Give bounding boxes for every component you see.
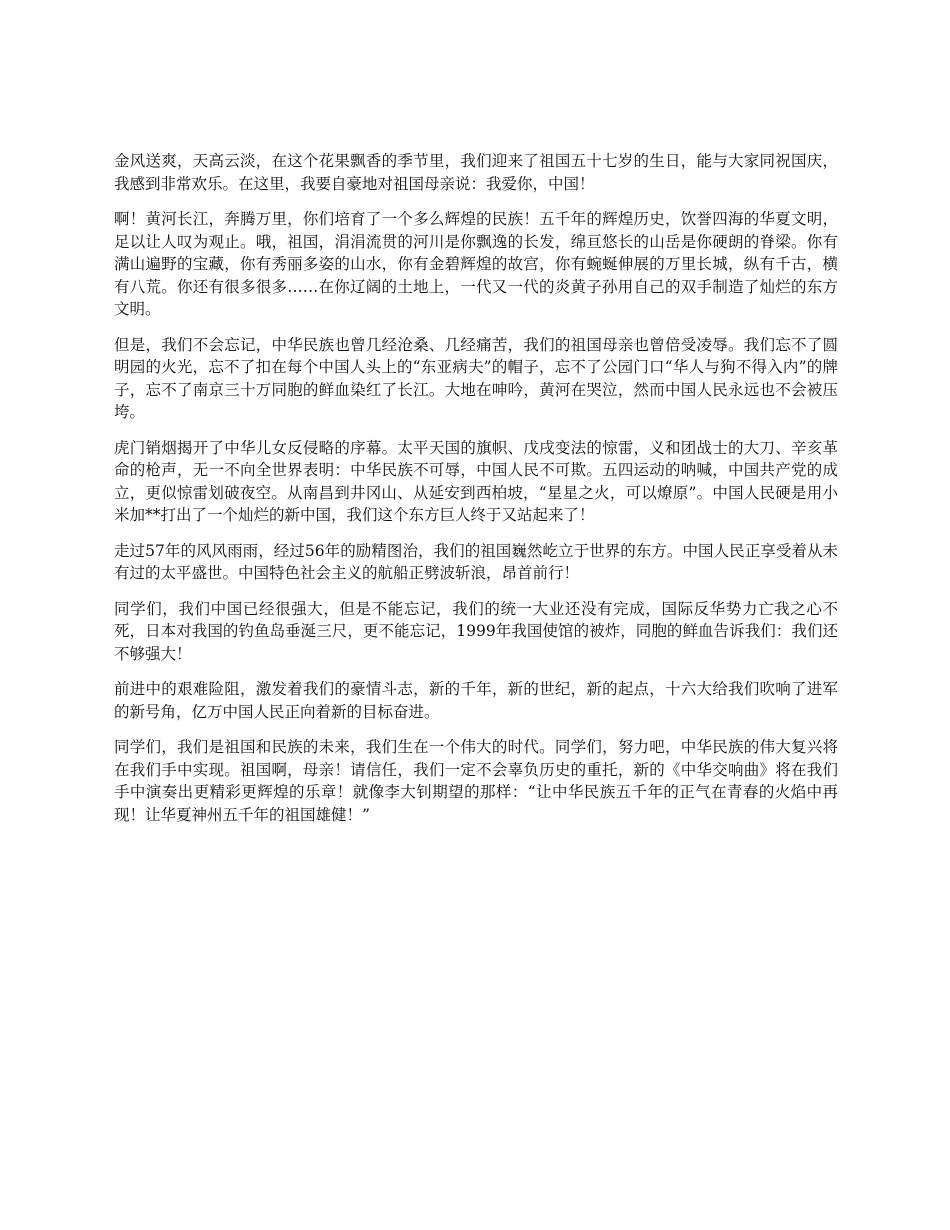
paragraph: 但是，我们不会忘记，中华民族也曾几经沧桑、几经痛苦，我们的祖国母亲也曾倍受凌辱。我们忘不了圆明园的火光，忘不了扣在每个中国人头上的“东亚病夫”的帽子，忘不了公园门口“华人与狗不得入内”的牌子，忘不了南京三十万同胞的鲜血染红了长江。大地在呻吟，黄河在哭泣，然而中国人民永远也不会被压垮。 <box>114 335 838 421</box>
paragraph: 金风送爽，天高云淡，在这个花果飘香的季节里，我们迎来了祖国五十七岁的生日，能与大家同祝国庆，我感到非常欢乐。在这里，我要自豪地对祖国母亲说：我爱你，中国！ <box>114 152 838 193</box>
paragraph: 走过57年的风风雨雨，经过56年的励精图治，我们的祖国巍然屹立于世界的东方。中国人民正享受着从未有过的太平盛世。中国特色社会主义的航船正劈波斩浪，昂首前行！ <box>114 541 838 582</box>
paragraph: 同学们，我们中国已经很强大，但是不能忘记，我们的统一大业还没有完成，国际反华势力亡我之心不死，日本对我国的钓鱼岛垂涎三尺，更不能忘记，1999年我国使馆的被炸，同胞的鲜血告诉我们：我们还不够强大！ <box>114 599 838 663</box>
paragraph: 同学们，我们是祖国和民族的未来，我们生在一个伟大的时代。同学们，努力吧，中华民族的伟大复兴将在我们手中实现。祖国啊，母亲！请信任，我们一定不会辜负历史的重托，新的《中华交响曲》将在我们手中演奏出更精彩更辉煌的乐章！就像李大钊期望的那样：“让中华民族五千年的正气在青春的火焰中再现！让华夏神州五千年的祖国雄健！” <box>114 738 838 824</box>
paragraph: 前进中的艰难险阻，激发着我们的豪情斗志，新的千年，新的世纪，新的起点，十六大给我们吹响了进军的新号角，亿万中国人民正向着新的目标奋进。 <box>114 680 838 721</box>
document-body <box>114 150 838 839</box>
paragraph: 啊！黄河长江，奔腾万里，你们培育了一个多么辉煌的民族！五千年的辉煌历史，饮誉四海的华夏文明，足以让人叹为观止。哦，祖国，涓涓流贯的河川是你飘逸的长发，绵亘悠长的山岳是你硬朗的脊梁。你有满山遍野的宝藏，你有秀丽多姿的山水，你有金碧辉煌的故宫，你有蜿蜒伸展的万里长城，纵有千古，横有八荒。你还有很多很多……在你辽阔的土地上，一代又一代的炎黄子孙用自己的双手制造了灿烂的东方文明。 <box>114 210 838 318</box>
paragraph: 虎门销烟揭开了中华儿女反侵略的序幕。太平天国的旗帜、戊戌变法的惊雷，义和团战士的大刀、辛亥革命的枪声，无一不向全世界表明：中华民族不可辱，中国人民不可欺。五四运动的呐喊，中国共产党的成立，更似惊雷划破夜空。从南昌到井冈山、从延安到西柏坡，“星星之火，可以燎原”。中国人民硬是用小米加**打出了一个灿烂的新中国，我们这个东方巨人终于又站起来了！ <box>114 438 838 524</box>
